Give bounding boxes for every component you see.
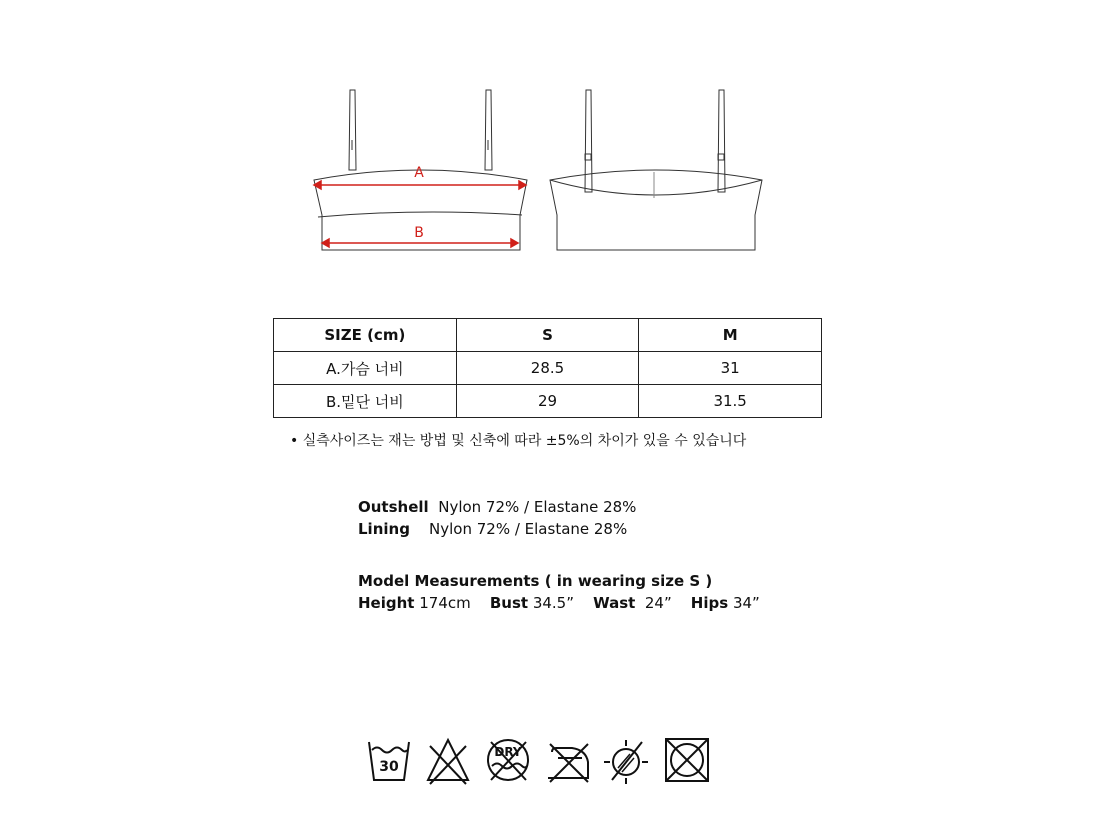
row-label: B.밑단 너비 (274, 385, 457, 418)
do-not-iron-icon (548, 744, 588, 782)
do-not-sun-dry-icon (604, 740, 648, 784)
hand-wash-30-icon (369, 742, 409, 780)
outshell-value: Nylon 72% / Elastane 28% (438, 498, 637, 516)
bust-value: 34.5” (532, 594, 574, 612)
back-view-sketch (550, 90, 762, 250)
do-not-bleach-icon (428, 740, 468, 784)
outshell-line (358, 498, 636, 516)
cell-s: 29 (456, 385, 639, 418)
row-label: A.가슴 너비 (274, 352, 457, 385)
table-row (274, 385, 822, 418)
lining-label: Lining (358, 520, 410, 538)
do-not-dry-clean-icon (488, 740, 528, 780)
do-not-tumble-dry-icon (666, 739, 708, 781)
hips-label: Hips (690, 594, 729, 612)
svg-text:30: 30 (379, 759, 399, 775)
outshell-label: Outshell (358, 498, 429, 516)
model-title: Model Measurements ( in wearing size S ) (358, 572, 713, 590)
garment-sketch (300, 80, 770, 260)
header-s: S (456, 319, 639, 352)
cell-m: 31 (639, 352, 822, 385)
waist-label: Wast (593, 594, 636, 612)
measure-label-a: A (414, 165, 424, 181)
measure-line-a (314, 181, 526, 189)
table-header-row (274, 319, 822, 352)
height-value: 174cm (419, 594, 471, 612)
svg-text:DRY: DRY (494, 745, 522, 759)
waist-value: 24” (644, 594, 672, 612)
cell-m: 31.5 (639, 385, 822, 418)
lining-value: Nylon 72% / Elastane 28% (429, 520, 628, 538)
size-note: • 실측사이즈는 재는 방법 및 신축에 따라 ±5%의 차이가 있을 수 있습니다 (290, 433, 747, 449)
measure-label-b: B (414, 225, 424, 241)
size-table (273, 318, 822, 418)
lining-line (358, 520, 627, 538)
model-measurements (358, 594, 760, 612)
care-icons (366, 736, 716, 788)
cell-s: 28.5 (456, 352, 639, 385)
bust-label: Bust (489, 594, 529, 612)
height-label: Height (358, 594, 415, 612)
header-m: M (639, 319, 822, 352)
hips-value: 34” (732, 594, 760, 612)
header-size: SIZE (cm) (274, 319, 457, 352)
table-row (274, 352, 822, 385)
